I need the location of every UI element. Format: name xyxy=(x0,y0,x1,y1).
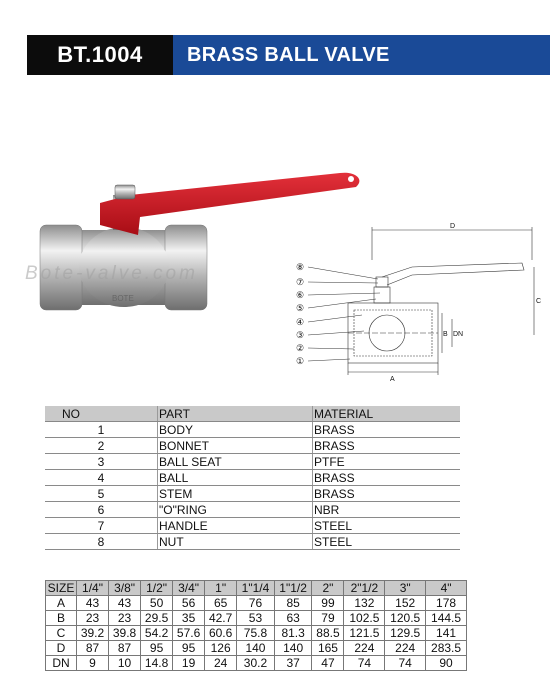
technical-drawing xyxy=(292,215,542,385)
size-cell: 54.2 xyxy=(141,626,173,641)
size-cell: 178 xyxy=(426,596,467,611)
part-name: BODY xyxy=(158,422,313,438)
part-material: BRASS xyxy=(313,438,461,454)
svg-text:C: C xyxy=(536,298,542,305)
product-title: BRASS BALL VALVE xyxy=(187,44,390,66)
header-material: MATERIAL xyxy=(313,406,461,422)
size-cell: 23 xyxy=(109,611,141,626)
part-name: NUT xyxy=(158,534,313,550)
size-cell: 95 xyxy=(141,641,173,656)
row-label: D xyxy=(46,641,77,656)
part-name: BALL xyxy=(158,470,313,486)
size-cell: 1/4" xyxy=(77,581,109,596)
size-cell: 1/2" xyxy=(141,581,173,596)
svg-text:BOTE: BOTE xyxy=(112,294,134,303)
part-material: STEEL xyxy=(313,534,461,550)
table-row xyxy=(46,611,467,626)
part-material: PTFE xyxy=(313,454,461,470)
part-name: STEM xyxy=(158,486,313,502)
size-cell: 140 xyxy=(274,641,312,656)
part-name: BONNET xyxy=(158,438,313,454)
row-label: B xyxy=(46,611,77,626)
svg-text:②: ② xyxy=(296,343,305,353)
row-label: SIZE xyxy=(46,581,77,596)
svg-text:③: ③ xyxy=(296,330,305,340)
size-cell: 2" xyxy=(312,581,344,596)
size-cell: 3/4" xyxy=(173,581,205,596)
watermark: Bote-valve.com xyxy=(25,263,198,284)
part-no: 6 xyxy=(45,502,158,518)
parts-header-row xyxy=(45,406,460,422)
size-cell: 132 xyxy=(344,596,385,611)
part-material: BRASS xyxy=(313,486,461,502)
size-cell: 14.8 xyxy=(141,656,173,671)
size-cell: 3/8" xyxy=(109,581,141,596)
size-cell: 141 xyxy=(426,626,467,641)
row-label: C xyxy=(46,626,77,641)
size-cell: 140 xyxy=(237,641,275,656)
size-cell: 53 xyxy=(237,611,275,626)
size-cell: 88.5 xyxy=(312,626,344,641)
table-row xyxy=(46,626,467,641)
size-cell: 19 xyxy=(173,656,205,671)
part-no: 3 xyxy=(45,454,158,470)
size-cell: 85 xyxy=(274,596,312,611)
size-cell: 1"1/2 xyxy=(274,581,312,596)
svg-text:A: A xyxy=(390,376,395,383)
part-no: 7 xyxy=(45,518,158,534)
table-row xyxy=(45,454,460,470)
svg-text:①: ① xyxy=(296,356,305,366)
svg-text:B: B xyxy=(443,331,448,338)
size-cell: 224 xyxy=(385,641,426,656)
size-cell: 47 xyxy=(312,656,344,671)
table-row xyxy=(46,596,467,611)
part-name: "O"RING xyxy=(158,502,313,518)
part-no: 2 xyxy=(45,438,158,454)
parts-table xyxy=(45,406,460,550)
size-cell: 283.5 xyxy=(426,641,467,656)
table-row xyxy=(45,470,460,486)
size-cell: 87 xyxy=(109,641,141,656)
size-cell: 30.2 xyxy=(237,656,275,671)
size-cell: 120.5 xyxy=(385,611,426,626)
svg-text:D: D xyxy=(450,223,456,230)
part-material: BRASS xyxy=(313,422,461,438)
table-row xyxy=(45,534,460,550)
svg-text:⑧: ⑧ xyxy=(296,262,305,272)
part-no: 5 xyxy=(45,486,158,502)
size-cell: 74 xyxy=(385,656,426,671)
part-no: 4 xyxy=(45,470,158,486)
part-material: BRASS xyxy=(313,470,461,486)
size-cell: 152 xyxy=(385,596,426,611)
table-row xyxy=(45,422,460,438)
header-part: PART xyxy=(158,406,313,422)
svg-text:⑥: ⑥ xyxy=(296,290,305,300)
row-label: DN xyxy=(46,656,77,671)
size-cell: 56 xyxy=(173,596,205,611)
size-cell: 42.7 xyxy=(205,611,237,626)
size-cell: 50 xyxy=(141,596,173,611)
size-cell: 95 xyxy=(173,641,205,656)
table-row xyxy=(46,641,467,656)
table-row xyxy=(45,486,460,502)
size-cell: 39.8 xyxy=(109,626,141,641)
table-row xyxy=(46,656,467,671)
part-name: BALL SEAT xyxy=(158,454,313,470)
size-cell: 81.3 xyxy=(274,626,312,641)
size-cell: 129.5 xyxy=(385,626,426,641)
size-cell: 60.6 xyxy=(205,626,237,641)
size-cell: 35 xyxy=(173,611,205,626)
size-cell: 23 xyxy=(77,611,109,626)
size-cell: 126 xyxy=(205,641,237,656)
size-cell: 29.5 xyxy=(141,611,173,626)
size-cell: 90 xyxy=(426,656,467,671)
svg-text:⑦: ⑦ xyxy=(296,277,305,287)
size-cell: 87 xyxy=(77,641,109,656)
size-cell: 10 xyxy=(109,656,141,671)
size-cell: 57.6 xyxy=(173,626,205,641)
size-cell: 63 xyxy=(274,611,312,626)
size-table xyxy=(45,580,467,671)
svg-text:⑤: ⑤ xyxy=(296,303,305,313)
size-cell: 79 xyxy=(312,611,344,626)
row-label: A xyxy=(46,596,77,611)
svg-text:DN: DN xyxy=(453,331,464,338)
size-cell: 102.5 xyxy=(344,611,385,626)
size-cell: 2"1/2 xyxy=(344,581,385,596)
size-cell: 65 xyxy=(205,596,237,611)
part-material: NBR xyxy=(313,502,461,518)
product-code: BT.1004 xyxy=(27,35,173,75)
size-cell: 3" xyxy=(385,581,426,596)
size-cell: 144.5 xyxy=(426,611,467,626)
header-no: NO xyxy=(45,406,158,422)
size-cell: 1"1/4 xyxy=(237,581,275,596)
size-cell: 1" xyxy=(205,581,237,596)
part-name: HANDLE xyxy=(158,518,313,534)
size-cell: 43 xyxy=(77,596,109,611)
part-material: STEEL xyxy=(313,518,461,534)
part-no: 1 xyxy=(45,422,158,438)
size-cell: 99 xyxy=(312,596,344,611)
title-bar xyxy=(27,35,550,75)
size-cell: 74 xyxy=(344,656,385,671)
size-cell: 76 xyxy=(237,596,275,611)
table-row xyxy=(45,518,460,534)
size-cell: 165 xyxy=(312,641,344,656)
size-cell: 24 xyxy=(205,656,237,671)
size-cell: 39.2 xyxy=(77,626,109,641)
table-row xyxy=(45,502,460,518)
size-cell: 37 xyxy=(274,656,312,671)
size-cell: 75.8 xyxy=(237,626,275,641)
size-cell: 4" xyxy=(426,581,467,596)
size-cell: 43 xyxy=(109,596,141,611)
size-cell: 9 xyxy=(77,656,109,671)
svg-text:④: ④ xyxy=(296,317,305,327)
size-cell: 224 xyxy=(344,641,385,656)
part-no: 8 xyxy=(45,534,158,550)
table-row xyxy=(45,438,460,454)
size-cell: 121.5 xyxy=(344,626,385,641)
size-header-row xyxy=(46,581,467,596)
